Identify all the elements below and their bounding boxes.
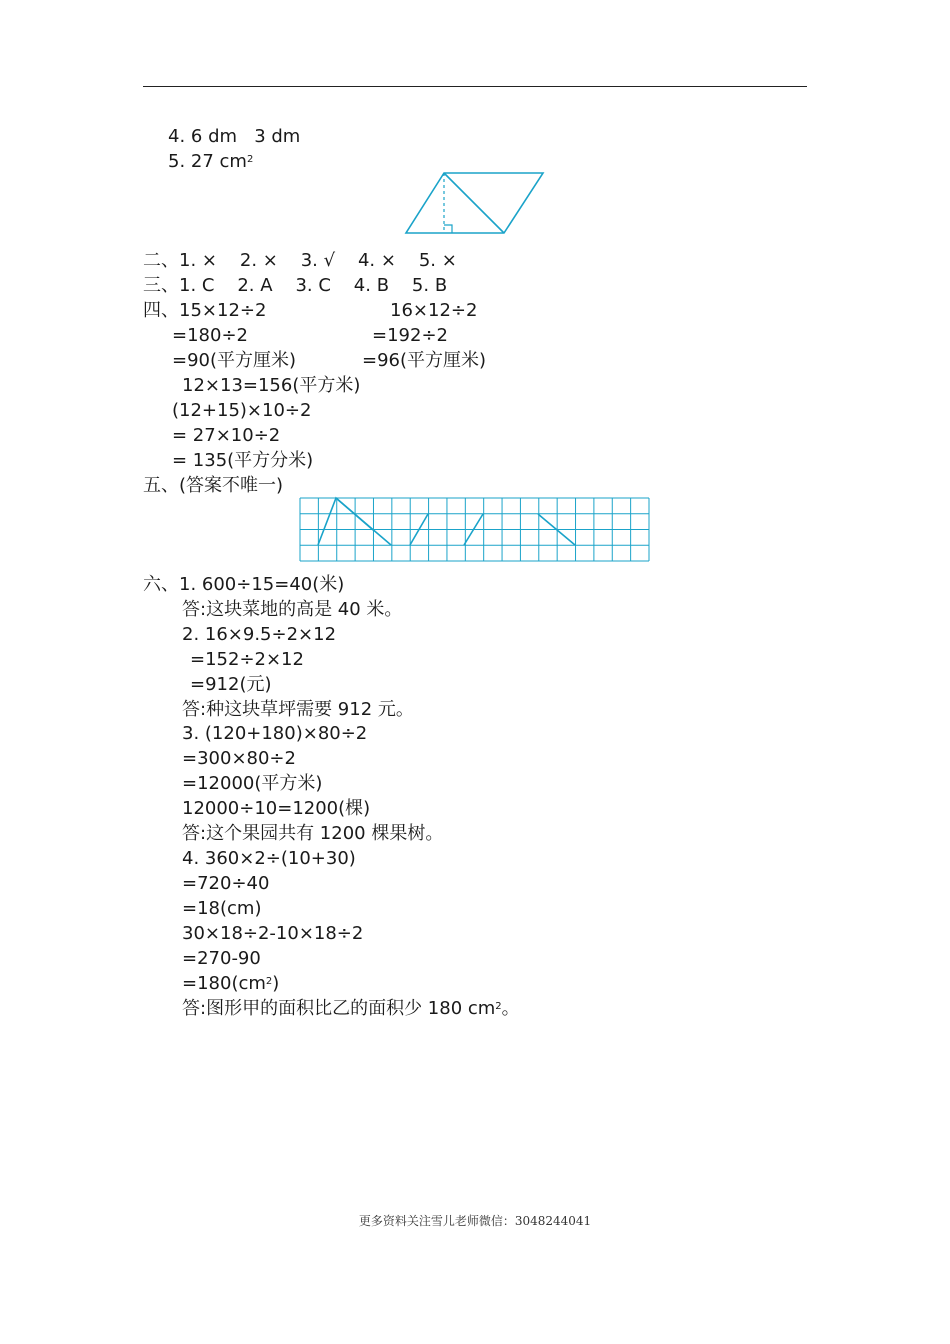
section-3-answers: 三、1. C 2. A 3. C 4. B 5. B: [143, 275, 448, 296]
problem-6-4-step-1: =720÷40: [182, 873, 270, 894]
answer-1-5: 5. 27 $cm^2$: [168, 151, 254, 172]
section-5-note: 五、(答案不唯一): [143, 475, 284, 496]
problem-6-4-step-5: $=180(cm^2)$: [182, 973, 280, 994]
problem-6-2-step-1: =152÷2×12: [190, 649, 304, 670]
section-2-answers: 二、1. × 2. × 3. √ 4. × 5. ×: [143, 250, 457, 271]
calc-4-rect: 12×13=156(平方米): [182, 375, 361, 396]
calc-4-2-b: =192÷2: [372, 325, 448, 346]
problem-6-2-answer: 答:种这块草坪需要 912 元。: [182, 699, 414, 720]
calc-4-1-b: 16×12÷2: [390, 300, 478, 321]
problem-6-1-answer: 答:这块菜地的高是 40 米。: [182, 599, 403, 620]
calc-4-trap-2: = 27×10÷2: [172, 425, 281, 446]
calc-4-trap-1: (12+15)×10÷2: [172, 400, 312, 421]
calc-4-3-b: =96(平方厘米): [362, 350, 487, 371]
problem-6-3-answer: 答:这个果园共有 1200 棵果树。: [182, 823, 444, 844]
problem-6-4-step-4: =270-90: [182, 948, 261, 969]
problem-6-4-answer: 答:图形甲的面积比乙的面积少 180 $cm^2$。: [182, 998, 520, 1019]
calc-4-3-a: =90(平方厘米): [172, 350, 297, 371]
problem-6-4-step-3: 30×18÷2-10×18÷2: [182, 923, 364, 944]
problem-6-3-step-3: 12000÷10=1200(棵): [182, 798, 371, 819]
problem-6-3: 3. (120+180)×80÷2: [182, 723, 368, 744]
problem-6-2-step-2: =912(元): [190, 674, 272, 695]
calc-4-1-a: 四、15×12÷2: [143, 300, 267, 321]
answer-1-4: 4. 6 dm 3 dm: [168, 126, 301, 147]
grid-figure: [300, 498, 650, 562]
grid-shape-triangle: [318, 498, 391, 545]
problem-6-4-step-2: =18(cm): [182, 898, 262, 919]
problem-6-1: 六、1. 600÷15=40(米): [143, 574, 345, 595]
footer-note: 更多资料关注雪儿老师微信：3048244041: [358, 1214, 592, 1228]
problem-6-3-step-2: =12000(平方米): [182, 773, 323, 794]
calc-4-2-a: =180÷2: [172, 325, 248, 346]
calc-4-trap-3: = 135(平方分米): [172, 450, 314, 471]
problem-6-2: 2. 16×9.5÷2×12: [182, 624, 337, 645]
problem-6-3-step-1: =300×80÷2: [182, 748, 296, 769]
parallelogram-figure: [400, 168, 550, 238]
problem-6-4: 4. 360×2÷(10+30): [182, 848, 356, 869]
header-rule: [143, 86, 807, 87]
